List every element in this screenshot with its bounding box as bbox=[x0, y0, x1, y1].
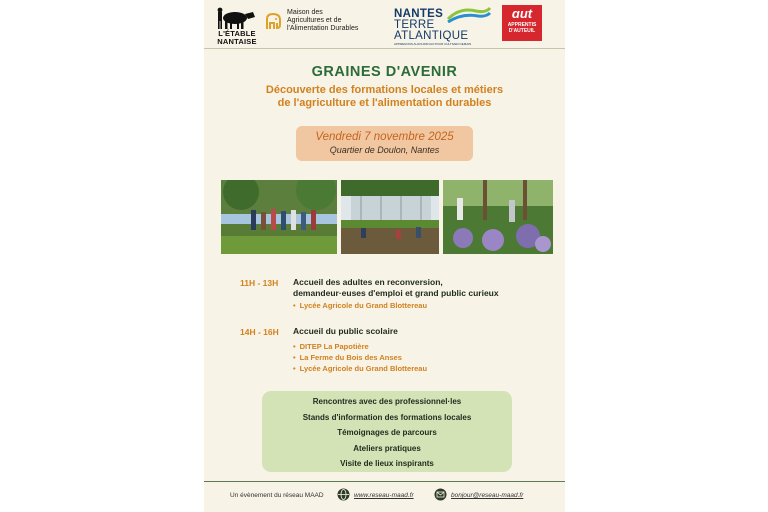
activity-item: Rencontres avec des professionnel·les bbox=[312, 397, 462, 406]
schedule-place: • Lycée Agricole du Grand Blottereau bbox=[293, 363, 427, 374]
nta-line-2: TERRE ATLANTIQUE bbox=[394, 19, 469, 42]
schedule-place: • DITEP La Papotière bbox=[293, 341, 427, 352]
globe-icon bbox=[337, 488, 350, 501]
subtitle-line-1: Découverte des formations locales et métiers bbox=[265, 84, 504, 96]
schedule-heading-1 bbox=[293, 277, 499, 299]
photo-flower-garden bbox=[443, 180, 553, 254]
date-location-box bbox=[296, 126, 473, 161]
schedule-time-1: 11H - 13H bbox=[240, 278, 279, 288]
event-title: GRAINES D'AVENIR bbox=[311, 64, 458, 80]
nta-logo bbox=[394, 9, 494, 46]
partner-logos bbox=[204, 0, 565, 46]
apprentis-mark: ɑut bbox=[511, 6, 533, 21]
maison-line-2: Agricultures et de bbox=[287, 17, 342, 24]
photo-group-garden bbox=[221, 180, 337, 254]
photo-greenhouse-work bbox=[341, 180, 439, 254]
header-divider bbox=[204, 48, 565, 49]
subtitle-line-2: de l'agriculture et l'alimentation durables bbox=[277, 97, 492, 109]
etable-nantaise-logo bbox=[213, 4, 261, 46]
nta-line-1: NANTES bbox=[394, 8, 444, 20]
schedule-heading-1-line-1: Accueil des adultes en reconversion, bbox=[293, 277, 443, 287]
maison-line-1: Maison des bbox=[287, 9, 323, 16]
email-icon bbox=[434, 488, 447, 501]
activities-box bbox=[262, 391, 512, 472]
apprentis-line-1: APPRENTIS bbox=[507, 22, 537, 28]
event-subtitle bbox=[224, 84, 545, 110]
maison-line-3: l'Alimentation Durables bbox=[287, 25, 359, 32]
activity-item: Visite de lieux inspirants bbox=[340, 459, 434, 468]
apprentis-line-2: D'AUTEUIL bbox=[508, 28, 536, 34]
schedule-places-1 bbox=[293, 300, 427, 311]
footer-divider bbox=[204, 481, 565, 482]
etable-logo-text: L'ÉTABLE NANTAISE bbox=[217, 29, 257, 46]
activity-item: Ateliers pratiques bbox=[353, 443, 421, 453]
schedule-place: • Lycée Agricole du Grand Blottereau bbox=[293, 300, 427, 311]
maison-logo-text bbox=[287, 9, 377, 33]
event-location: Quartier de Doulon, Nantes bbox=[329, 145, 440, 155]
apprentis-auteuil-logo bbox=[502, 5, 542, 41]
schedule-places-2 bbox=[293, 341, 427, 374]
cow-farmer-icon bbox=[213, 4, 261, 30]
maison-elephant-icon bbox=[264, 11, 284, 33]
schedule-place: • La Ferme du Bois des Anses bbox=[293, 352, 427, 363]
schedule-heading-2-line-1: Accueil du public scolaire bbox=[293, 326, 398, 336]
event-date: Vendredi 7 novembre 2025 bbox=[315, 131, 454, 143]
schedule-time-2: 14H - 16H bbox=[240, 327, 279, 337]
email-link[interactable]: bonjour@reseau-maad.fr bbox=[451, 492, 524, 499]
footer-network: Un évènement du réseau MAAD bbox=[230, 492, 324, 499]
nta-tagline: APPRENONS AUJOURD'HUI POUR CULTIVER DEMAIN bbox=[394, 42, 472, 46]
schedule-heading-2 bbox=[293, 326, 398, 337]
activity-item: Témoignages de parcours bbox=[337, 428, 437, 437]
website-link[interactable]: www.reseau-maad.fr bbox=[354, 492, 414, 499]
schedule-heading-1-line-2: demandeur·euses d'emploi et grand public curieux bbox=[293, 288, 499, 298]
activity-item: Stands d'information des formations locales bbox=[302, 412, 472, 422]
event-poster bbox=[204, 0, 565, 512]
